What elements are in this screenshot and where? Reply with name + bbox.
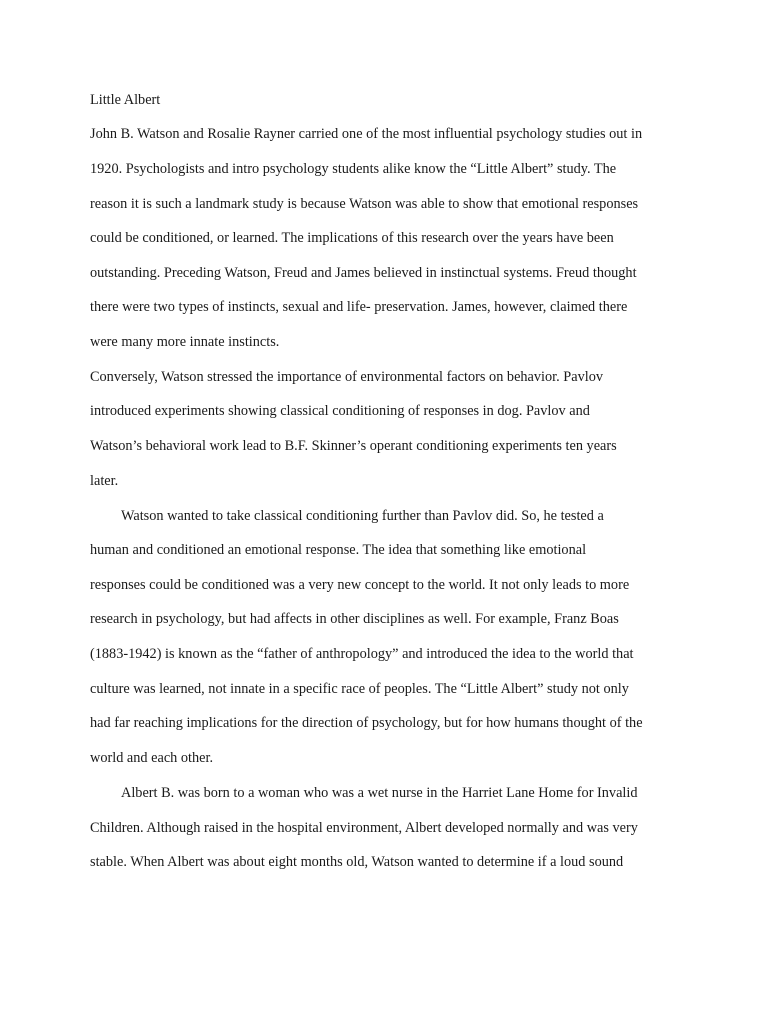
body-line: (1883-1942) is known as the “father of anthropology” and introduced the idea to the world that (90, 646, 634, 662)
body-line: there were two types of instincts, sexual and life- preservation. James, however, claimed there (90, 299, 628, 315)
body-line: had far reaching implications for the direction of psychology, but for how humans thought of the (90, 715, 643, 731)
body-line: human and conditioned an emotional response. The idea that something like emotional (90, 542, 587, 558)
paragraph-start-line: Watson wanted to take classical conditioning further than Pavlov did. So, he tested a (121, 508, 604, 524)
body-line: could be conditioned, or learned. The implications of this research over the years have been (90, 230, 614, 246)
body-line: Watson’s behavioral work lead to B.F. Skinner’s operant conditioning experiments ten years (90, 438, 617, 454)
body-line: reason it is such a landmark study is because Watson was able to show that emotional responses (90, 196, 639, 212)
body-line: later. (90, 473, 119, 489)
body-line: responses could be conditioned was a very new concept to the world. It not only leads to more (90, 577, 630, 593)
body-line: John B. Watson and Rosalie Rayner carried one of the most influential psychology studies out in (90, 126, 643, 142)
body-line: culture was learned, not innate in a specific race of peoples. The “Little Albert” study not only (90, 681, 629, 697)
body-line: world and each other. (90, 750, 214, 766)
body-line: research in psychology, but had affects in other disciplines as well. For example, Franz Boas (90, 611, 619, 627)
paragraph-start-line: Albert B. was born to a woman who was a wet nurse in the Harriet Lane Home for Invalid (121, 785, 638, 801)
body-line: were many more innate instincts. (90, 334, 280, 350)
body-line: outstanding. Preceding Watson, Freud and James believed in instinctual systems. Freud thought (90, 265, 637, 281)
body-line: Children. Although raised in the hospital environment, Albert developed normally and was very (90, 820, 638, 836)
body-line: introduced experiments showing classical conditioning of responses in dog. Pavlov and (90, 403, 590, 419)
body-line: stable. When Albert was about eight months old, Watson wanted to determine if a loud sound (90, 854, 624, 870)
body-line: 1920. Psychologists and intro psychology students alike know the “Little Albert” study. The (90, 161, 617, 177)
body-line: Conversely, Watson stressed the importance of environmental factors on behavior. Pavlov (90, 369, 604, 385)
document-title: Little Albert (90, 92, 161, 108)
